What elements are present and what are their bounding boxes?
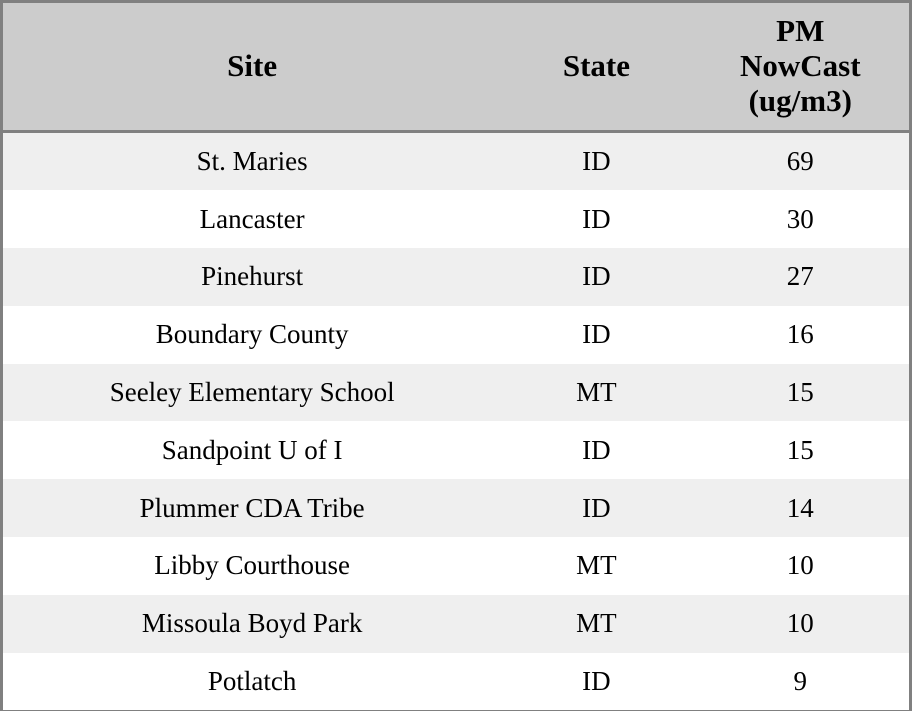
- cell-state: ID: [501, 306, 691, 364]
- cell-state: ID: [501, 479, 691, 537]
- cell-value: 15: [692, 364, 909, 422]
- table-row: [3, 421, 909, 479]
- cell-value: 16: [692, 306, 909, 364]
- table-row: [3, 131, 909, 190]
- cell-value: 69: [692, 131, 909, 190]
- column-header-pm-nowcast-line-3: (ug/m3): [748, 82, 852, 118]
- column-header-site: [3, 3, 501, 131]
- column-header-state-line-1: State: [562, 47, 630, 83]
- cell-site: Seeley Elementary School: [3, 364, 501, 422]
- table-header: [3, 3, 909, 131]
- table-row: [3, 479, 909, 537]
- cell-value: 27: [692, 248, 909, 306]
- cell-site: Sandpoint U of I: [3, 421, 501, 479]
- cell-site: Missoula Boyd Park: [3, 595, 501, 653]
- table-row: [3, 248, 909, 306]
- table-row: [3, 306, 909, 364]
- column-header-site-line-1: Site: [227, 47, 278, 83]
- cell-state: ID: [501, 131, 691, 190]
- cell-state: ID: [501, 653, 691, 711]
- air-quality-table: [3, 3, 909, 710]
- cell-site: Pinehurst: [3, 248, 501, 306]
- table-header-row: [3, 3, 909, 131]
- cell-site: St. Maries: [3, 131, 501, 190]
- table-body: [3, 131, 909, 710]
- cell-site: Lancaster: [3, 190, 501, 248]
- column-header-state: [501, 3, 691, 131]
- cell-state: ID: [501, 248, 691, 306]
- cell-site: Libby Courthouse: [3, 537, 501, 595]
- table-row: [3, 537, 909, 595]
- table-row: [3, 653, 909, 711]
- cell-state: MT: [501, 537, 691, 595]
- cell-site: Potlatch: [3, 653, 501, 711]
- cell-value: 9: [692, 653, 909, 711]
- column-header-pm-nowcast: [692, 3, 909, 131]
- column-header-pm-nowcast-line-1: PM: [776, 13, 825, 49]
- column-header-pm-nowcast-line-2: NowCast: [739, 47, 861, 83]
- cell-site: Boundary County: [3, 306, 501, 364]
- table-row: [3, 364, 909, 422]
- table-row: [3, 595, 909, 653]
- table-row: [3, 190, 909, 248]
- cell-state: ID: [501, 190, 691, 248]
- cell-site: Plummer CDA Tribe: [3, 479, 501, 537]
- cell-state: ID: [501, 421, 691, 479]
- cell-value: 15: [692, 421, 909, 479]
- cell-state: MT: [501, 364, 691, 422]
- cell-value: 10: [692, 595, 909, 653]
- cell-value: 14: [692, 479, 909, 537]
- cell-value: 30: [692, 190, 909, 248]
- cell-value: 10: [692, 537, 909, 595]
- cell-state: MT: [501, 595, 691, 653]
